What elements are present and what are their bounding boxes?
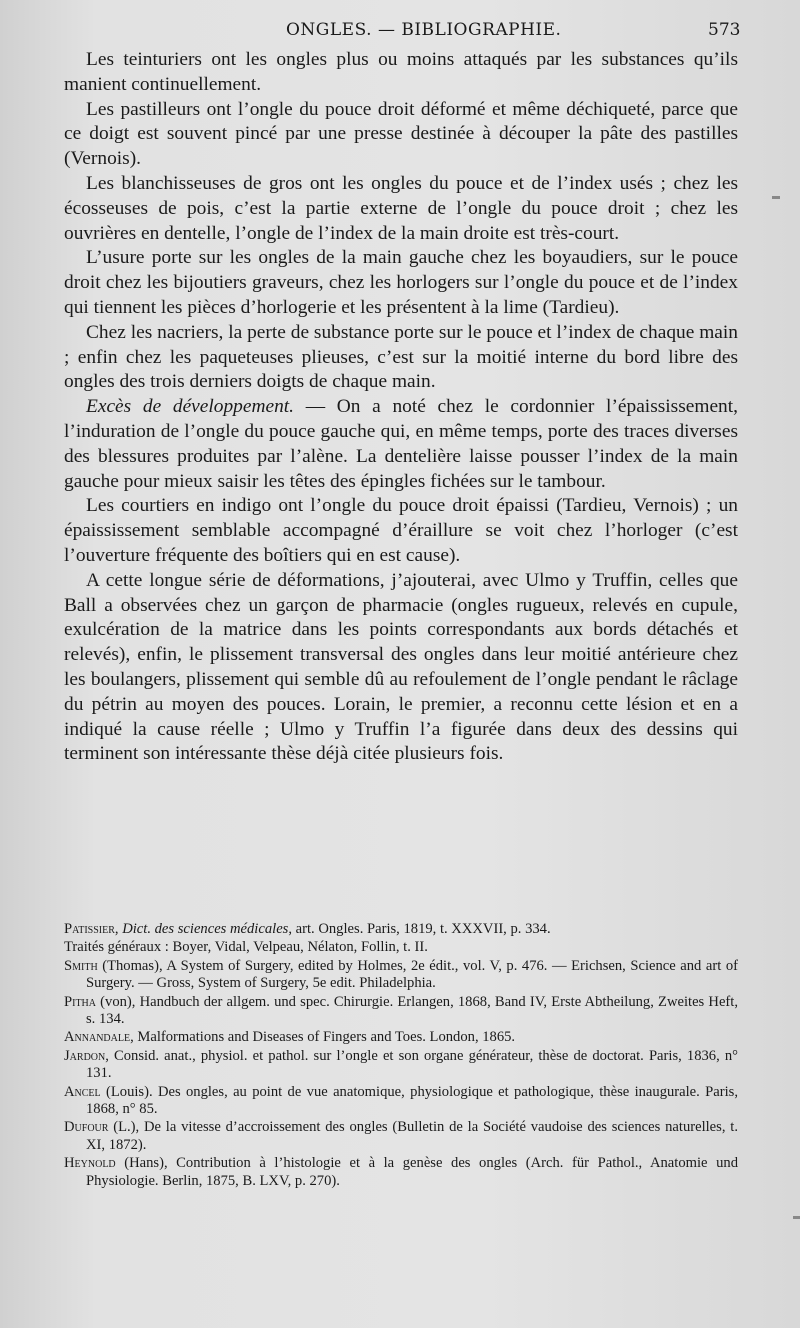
paragraph: A cette longue série de déformations, j’ajouterai, avec Ulmo y Truffin, celles que Ball a observées chez un garçon de pharmacie (ongles rugueux, relevés en cupule, exulcération de la matrice dans les points correspondants aux bords détachés et relevés), enfin, le plissement transversal des ongles dans leur moitié antérieure chez les boulangers, plissement qui semble dû au refoulement de l’ongle pendant le râclage du pétrin au moyen des pouces. Lorain, le premier, a reconnu cette lésion et en a indiqué la cause réelle ; Ulmo y Truffin l’a figurée dans deux des dessins qui terminent son intéressante thèse déjà citée plusieurs fois. [64,569,738,765]
reference: Smith (Thomas), A System of Surgery, edited by Holmes, 2e édit., vol. V, p. 476. — Erichsen, Science and art of Surgery. — Gross, System of Surgery, 5e edit. Philadelphia. [64,957,738,992]
page-header [0,16,800,46]
paragraph: L’usure porte sur les ongles de la main gauche chez les boyaudiers, sur le pouce droit chez les bijoutiers graveurs, chez les horlogers sur l’ongle du pouce et de l’index qui tiennent les pièces d’horlogerie et les présentent à la lime (Tardieu). [64,247,738,318]
scan-mark [772,196,780,199]
reference: Annandale, Malformations and Diseases of Fingers and Toes. London, 1865. [64,1029,516,1046]
reference: Dufour (L.), De la vitesse d’accroissement des ongles (Bulletin de la Société vaudoise des sciences naturelles, t. XI, 1872). [64,1119,738,1153]
running-title: ONGLES. — BIBLIOGRAPHIE. [286,20,562,40]
paragraph: Excès de développement. — On a noté chez le cordonnier l’épaississement, l’induration de l’ongle du pouce gauche qui, en même temps, porte des traces diverses des blessures produites par l’alène. La dentelière laisse pousser l’index de la main gauche pour mieux saisir les têtes des épingles fichées sur le tambour. [64,396,738,492]
section-lead: Excès de développement. [86,396,295,418]
paragraph: Les courtiers en indigo ont l’ongle du pouce droit épaissi (Tardieu, Vernois) ; un épaississement semblable accompagné d’éraillure se voit chez l’horloger (c’est l’ouverture fréquente des boîtiers qui en est cause). [64,495,738,566]
reference: Jardon, Consid. anat., physiol. et pathol. sur l’ongle et son organe générateur, thèse de doctorat. Paris, 1836, n° 131. [64,1047,738,1082]
scan-mark [793,1216,800,1219]
reference: Traités généraux : Boyer, Vidal, Velpeau, Nélaton, Follin, t. II. [64,939,428,956]
reference: Patissier, Dict. des sciences médicales, art. Ongles. Paris, 1819, t. XXXVII, p. 334. [64,921,551,937]
body-text [64,48,738,767]
reference: Ancel (Louis). Des ongles, au point de vue anatomique, physiologique et pathologique, thèse inaugurale. Paris, 1868, n° 85. [64,1083,738,1118]
page-number: 573 [708,20,741,40]
bibliography [64,921,738,1191]
reference: Heynold (Hans), Contribution à l’histologie et à la genèse des ongles (Arch. für Pathol., Anatomie und Physiologie. Berlin, 1875, B. LXV, p. 270). [64,1155,738,1189]
paragraph: Chez les nacriers, la perte de substance porte sur le pouce et l’index de chaque main ; enfin chez les paqueteuses plieuses, c’est sur la moitié interne du bord libre des ongles des trois derniers doigts de chaque main. [64,321,738,393]
paragraph: Les teinturiers ont les ongles plus ou moins attaqués par les substances qu’ils manient continuellement. [64,49,738,95]
paragraph: Les blanchisseuses de gros ont les ongles du pouce et de l’index usés ; chez les écosseuses de pois, c’est la partie externe de l’ongle du pouce droit ; chez les ouvrières en dentelle, l’ongle de l’index de la main droite est très-court. [64,172,738,244]
reference: Pitha (von), Handbuch der allgem. und spec. Chirurgie. Erlangen, 1868, Band IV, Erste Abtheilung, Zweites Heft, s. 134. [64,993,738,1028]
paragraph: Les pastilleurs ont l’ongle du pouce droit déformé et même déchiqueté, parce que ce doigt est souvent pincé par une presse destinée à découper la pâte des pastilles (Vernois). [64,98,738,170]
